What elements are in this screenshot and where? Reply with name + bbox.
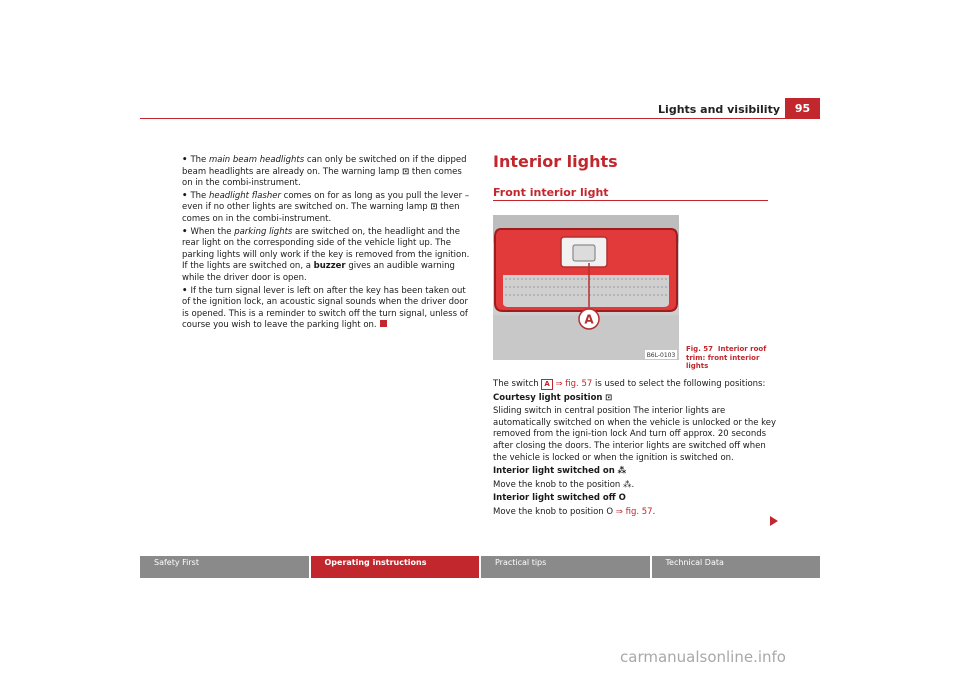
tab-safety-first[interactable]: Safety First	[140, 556, 311, 578]
page-header-title: Lights and visibility	[658, 103, 780, 116]
bullet-paragraph: • When the parking lights are switched on, the headlight and the rear light on the corresponding side of the vehicle light up. The parking lights will only work if the key is removed from the ignition. If the lights are switched on, a buzzer gives an audible warning while the driver door is open.	[182, 226, 470, 283]
figure-callout-label: A	[584, 312, 594, 327]
subsection-rule	[493, 200, 768, 201]
figure-caption-label: Fig. 57	[686, 345, 714, 353]
tab-operating-instructions[interactable]: Operating instructions	[311, 556, 482, 578]
bullet-paragraph: • If the turn signal lever is left on after the key has been taken out of the ignition lock, an acoustic signal sounds when the driver door is opened. This is a reminder to switch off the turn signal, unless of course you wish to leave the parking light on.	[182, 285, 468, 331]
figure-caption-text: Interior roof trim: front interior lights	[686, 345, 767, 370]
watermark: carmanualsonline.info	[620, 648, 786, 666]
section-title: Interior lights	[493, 152, 618, 171]
courtesy-light-icon: ⊡	[605, 392, 613, 403]
section-end-icon	[380, 320, 387, 327]
bullet-icon: •	[182, 155, 188, 165]
off-heading: Interior light switched off O	[493, 493, 626, 504]
bullet-icon: •	[182, 285, 188, 296]
tab-practical-tips[interactable]: Practical tips	[481, 556, 652, 578]
off-text: Move the knob to position O ⇒ fig. 57.	[493, 506, 656, 517]
left-column	[182, 155, 472, 333]
right-column-body	[493, 379, 778, 521]
courtesy-text: Sliding switch in central position The interior lights are automatically switched on when the vehicle is unlocked or the key removed from the igni-tion lock And turn off approx. 20 seconds after closing the doors. The interior lights are switched off when the vehicle is locked or when the ignition is switched on.	[493, 406, 777, 463]
page-number: 95	[785, 98, 820, 119]
interior-light-on-icon: ⁂	[623, 479, 632, 490]
bullet-paragraph: • The main beam headlights can only be switched on if the dipped beam headlights are already on. The warning lamp ⊡ then comes on in the combi-instrument.	[182, 155, 467, 189]
main-beam-lamp-icon: ⊡	[402, 166, 410, 177]
switch-a-marker: A	[541, 379, 552, 390]
figure-code: B6L-0103	[646, 352, 676, 359]
intro-paragraph: The switch A ⇒ fig. 57 is used to select the following positions:	[493, 379, 766, 389]
figure-caption	[686, 345, 776, 371]
figure-interior-light	[493, 215, 679, 360]
interior-light-illustration	[493, 215, 679, 360]
on-text: Move the knob to the position ⁂.	[493, 479, 635, 490]
bullet-icon: •	[182, 226, 188, 237]
on-heading: Interior light switched on ⁂	[493, 466, 627, 477]
fig-57-link[interactable]: ⇒ fig. 57	[555, 379, 593, 389]
main-beam-lamp-icon: ⊡	[430, 202, 438, 213]
fig-57-link[interactable]: ⇒ fig. 57	[615, 506, 653, 517]
footer-tabs	[140, 556, 820, 578]
next-page-arrow-icon[interactable]	[770, 516, 778, 526]
tab-technical-data[interactable]: Technical Data	[652, 556, 821, 578]
courtesy-heading: Courtesy light position ⊡	[493, 392, 613, 403]
header-rule	[140, 118, 820, 119]
subsection-title: Front interior light	[493, 186, 609, 199]
interior-light-on-icon: ⁂	[617, 466, 627, 477]
bullet-paragraph: • The headlight flasher comes on for as long as you pull the lever – even if no other lights are switched on. The warning lamp ⊡ then comes on in the combi-instrument.	[182, 190, 470, 224]
bullet-icon: •	[182, 190, 188, 201]
